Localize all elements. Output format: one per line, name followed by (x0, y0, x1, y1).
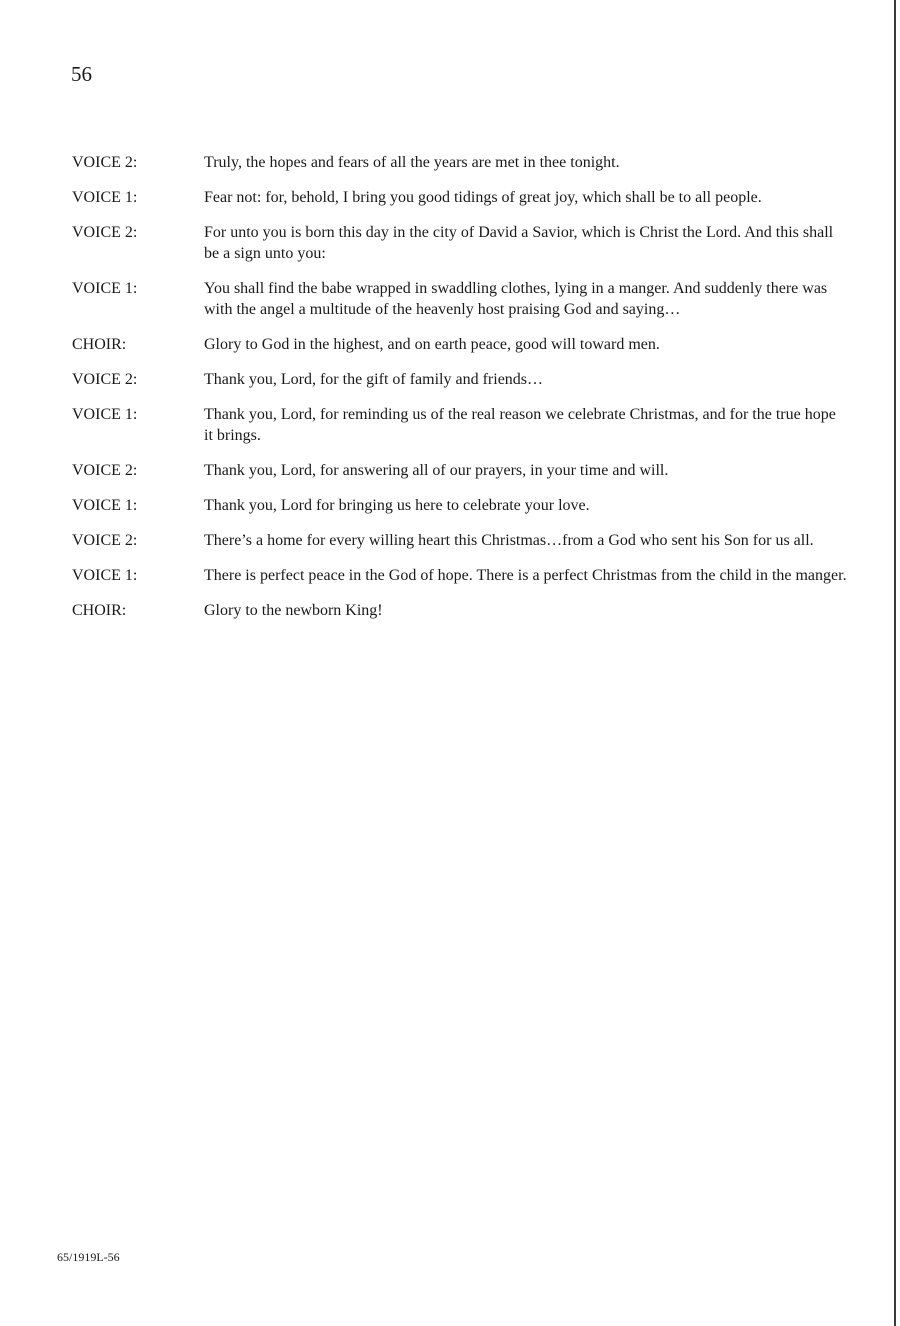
dialogue-text: You shall find the babe wrapped in swaddling clothes, lying in a manger. And suddenly there was with the angel a multitude of the heavenly host praising God and saying… (204, 280, 828, 318)
dialogue-text: Thank you, Lord, for reminding us of the real reason we celebrate Christmas, and for the true hope it brings. (204, 406, 836, 444)
dialogue-text: For unto you is born this day in the city of David a Savior, which is Christ the Lord. And this shall be a sign unto you: (204, 224, 834, 262)
speaker-label: VOICE 1: (72, 280, 138, 297)
speaker-label: VOICE 2: (72, 532, 138, 549)
dialogue-text: There’s a home for every willing heart this Christmas…from a God who sent his Son for us all. (204, 532, 814, 549)
dialogue-text: Glory to God in the highest, and on earth peace, good will toward men. (204, 336, 660, 353)
script-line (72, 495, 848, 516)
speaker-label: VOICE 2: (72, 371, 138, 388)
dialogue-text: Thank you, Lord for bringing us here to celebrate your love. (204, 497, 590, 514)
speaker-label: VOICE 2: (72, 224, 138, 241)
script-line (72, 334, 848, 355)
script-line (72, 152, 848, 173)
script-line (72, 187, 848, 208)
dialogue-text: There is perfect peace in the God of hope. There is a perfect Christmas from the child in the manger. (204, 567, 847, 584)
speaker-label: VOICE 1: (72, 189, 138, 206)
speaker-label: CHOIR: (72, 336, 127, 353)
script-line (72, 222, 848, 264)
script-body (72, 152, 848, 635)
dialogue-text: Fear not: for, behold, I bring you good tidings of great joy, which shall be to all people. (204, 189, 762, 206)
dialogue-text: Thank you, Lord, for answering all of our prayers, in your time and will. (204, 462, 669, 479)
script-line (72, 460, 848, 481)
dialogue-text: Glory to the newborn King! (204, 602, 383, 619)
footer-catalog-code: 65/1919L-56 (57, 1250, 120, 1264)
script-line (72, 530, 848, 551)
page-edge-line (894, 0, 896, 1326)
speaker-label: VOICE 2: (72, 462, 138, 479)
script-line (72, 404, 848, 446)
page-number: 56 (71, 62, 92, 86)
speaker-label: VOICE 1: (72, 497, 138, 514)
script-line (72, 565, 848, 586)
dialogue-text: Truly, the hopes and fears of all the years are met in thee tonight. (204, 154, 620, 171)
script-line (72, 369, 848, 390)
speaker-label: VOICE 2: (72, 154, 138, 171)
dialogue-text: Thank you, Lord, for the gift of family and friends… (204, 371, 544, 388)
script-line (72, 278, 848, 320)
script-line (72, 600, 848, 621)
speaker-label: VOICE 1: (72, 406, 138, 423)
speaker-label: CHOIR: (72, 602, 127, 619)
speaker-label: VOICE 1: (72, 567, 138, 584)
